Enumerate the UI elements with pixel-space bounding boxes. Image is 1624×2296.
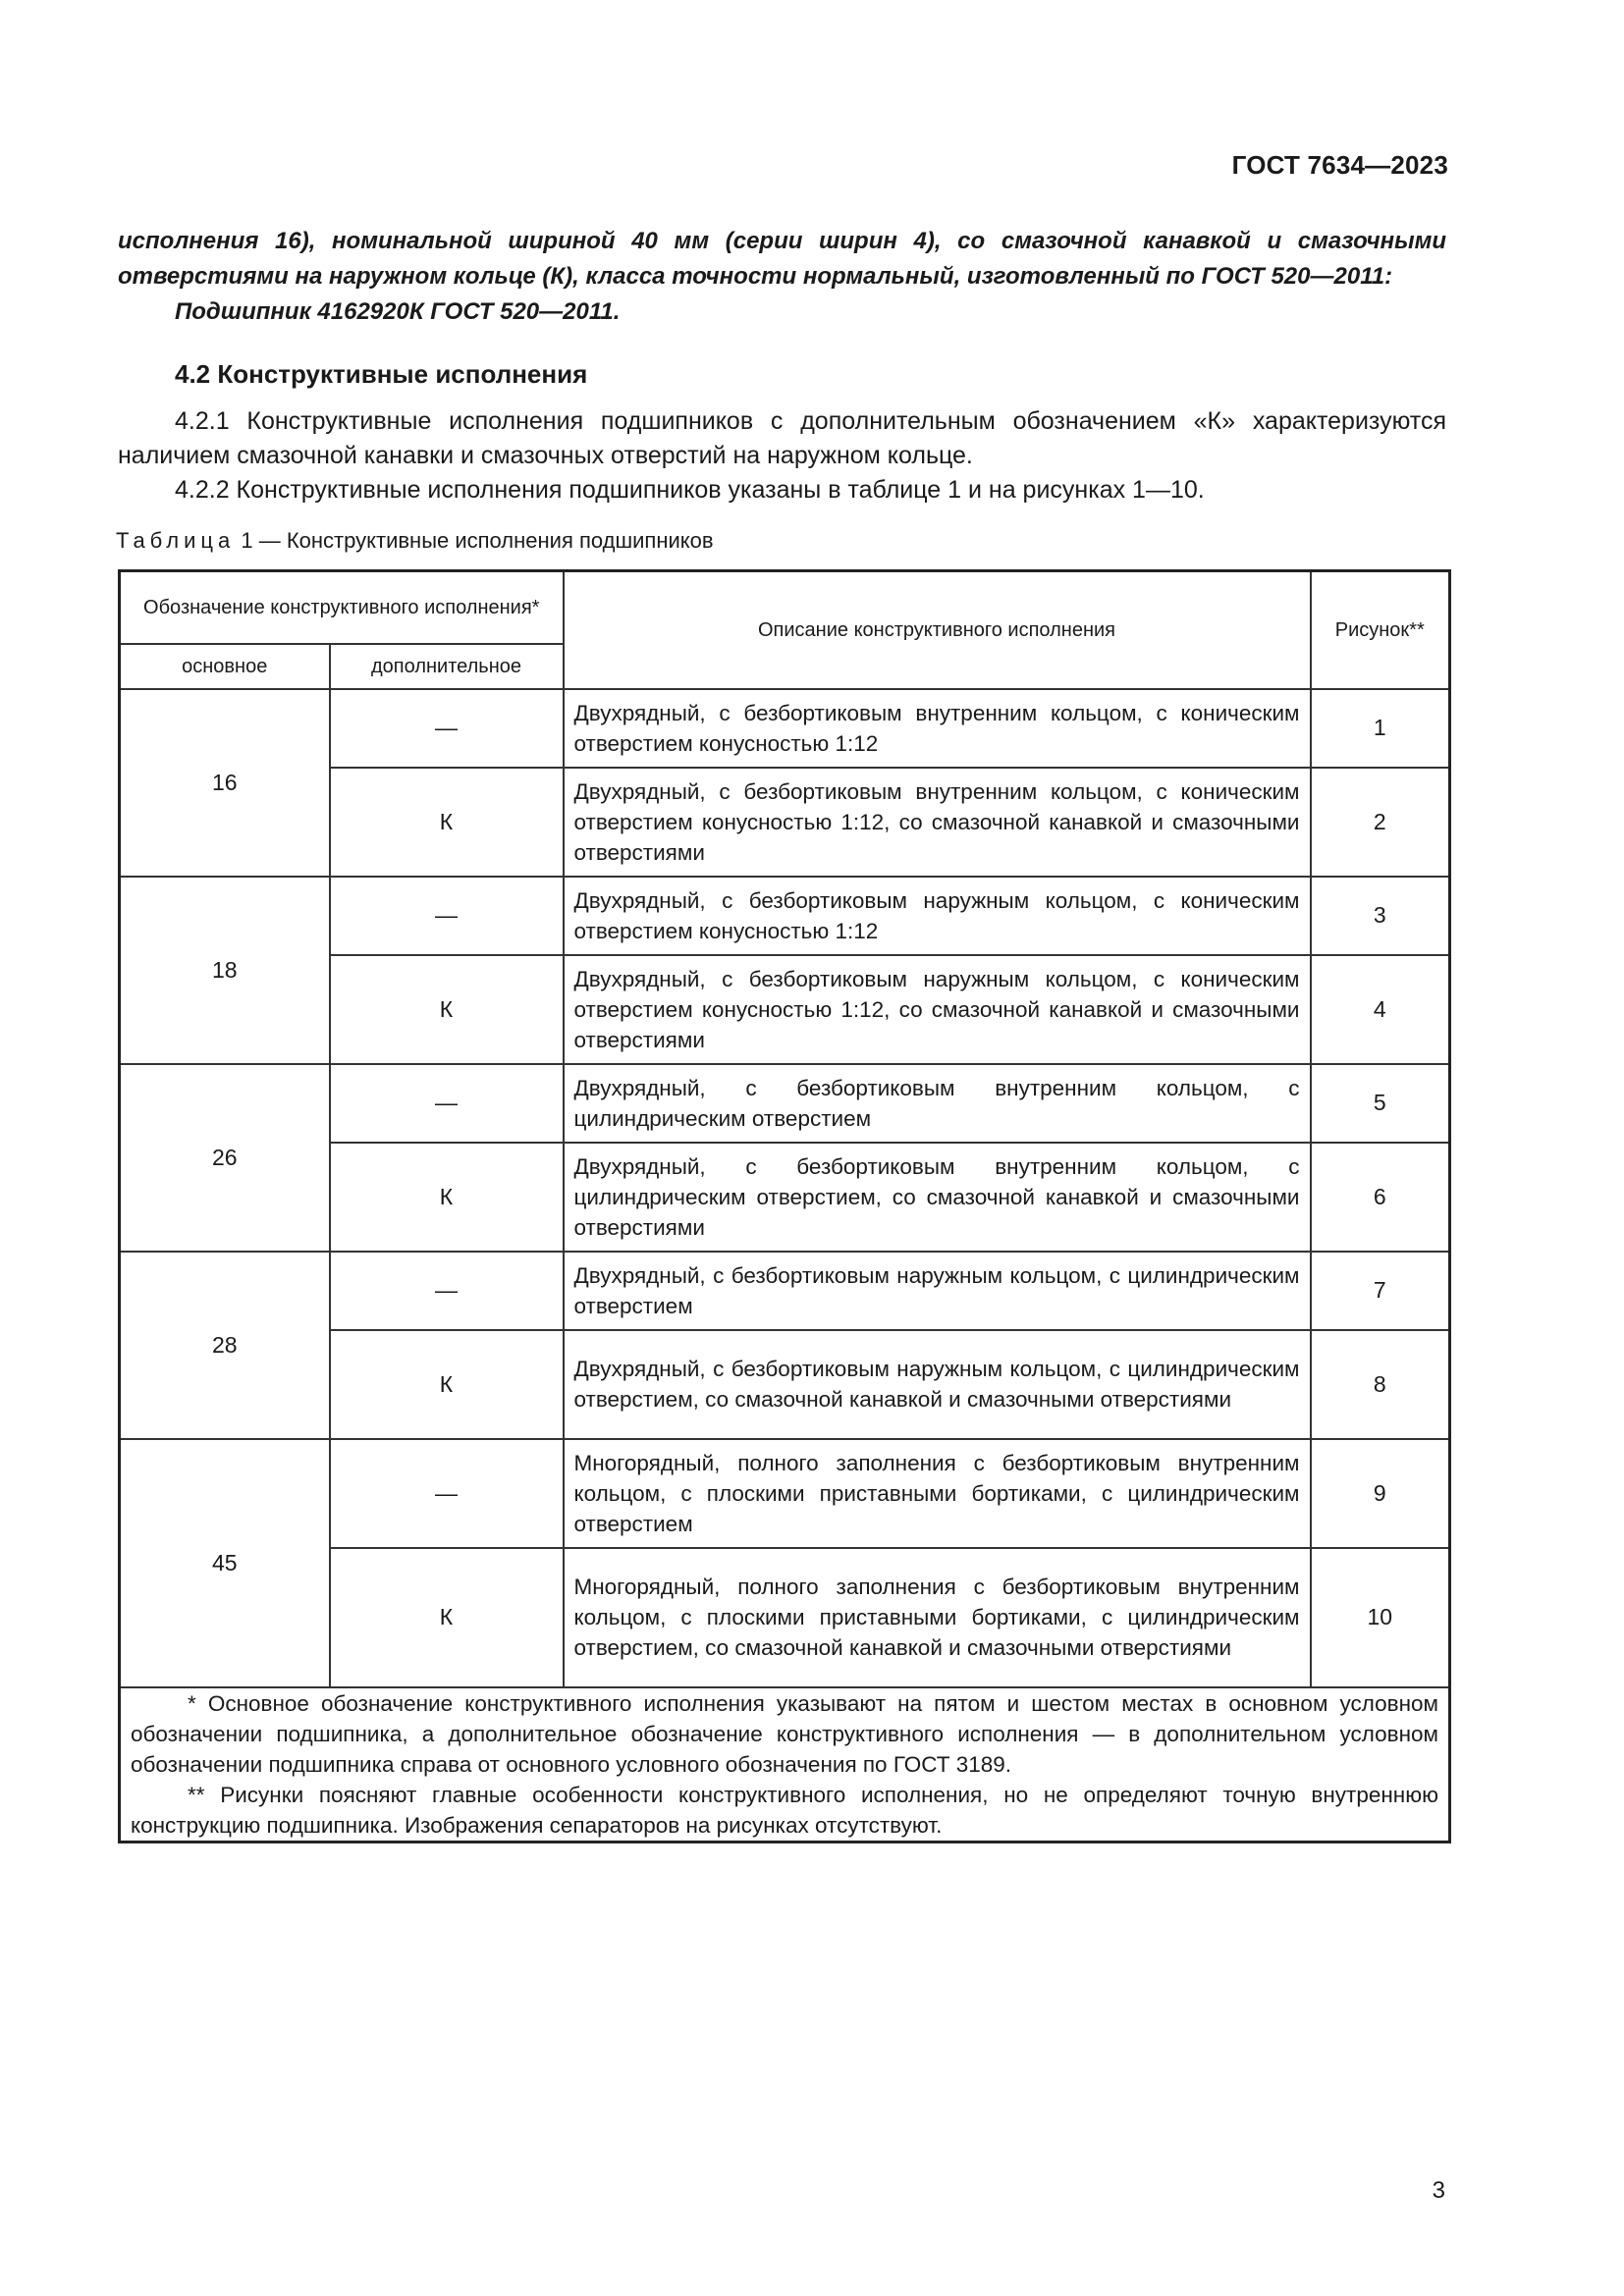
figure-cell: 4 xyxy=(1311,955,1450,1064)
figure-cell: 7 xyxy=(1311,1252,1450,1330)
table-caption-word: Таблица xyxy=(116,528,236,553)
table-row xyxy=(120,1252,1450,1330)
description-cell: Двухрядный, с безбортиковым наружным кольцом, с коническим отверстием конусностью 1:12, со смазочной канавкой и смазочными отверстиями xyxy=(564,955,1311,1064)
table-notes xyxy=(120,1687,1450,1842)
basic-code-cell: 26 xyxy=(120,1064,330,1252)
additional-code-cell: К xyxy=(330,1330,564,1439)
description-cell: Двухрядный, с безбортиковым наружным кольцом, с цилиндрическим отверстием xyxy=(564,1252,1311,1330)
additional-code-cell: — xyxy=(330,877,564,955)
designs-table xyxy=(118,569,1451,1843)
figure-cell: 6 xyxy=(1311,1143,1450,1252)
header-description: Описание конструктивного исполнения xyxy=(564,571,1311,689)
basic-code-cell: 45 xyxy=(120,1439,330,1687)
note-2: ** Рисунки поясняют главные особенности конструктивного исполнения, но не определяют точную внутреннюю конструкцию подшипника. Изображения сепараторов на рисунках отсутствуют. xyxy=(131,1782,1438,1838)
additional-code-cell: — xyxy=(330,1439,564,1548)
description-cell: Многорядный, полного заполнения с безбортиковым внутренним кольцом, с плоскими приставными бортиками, с цилиндрическим отверстием xyxy=(564,1439,1311,1548)
intro-text: исполнения 16), номинальной шириной 40 мм (серии ширин 4), со смазочной канавкой и смазочными отверстиями на наружном кольце (К), класса точности нормальный, изготовленный по ГОСТ 520—2011: xyxy=(118,228,1446,290)
description-cell: Двухрядный, с безбортиковым наружным кольцом, с коническим отверстием конусностью 1:12 xyxy=(564,877,1311,955)
paragraph-4-2-1: 4.2.1 Конструктивные исполнения подшипников с дополнительным обозначением «К» характеризуются наличием смазочной канавки и смазочных отверстий на наружном кольце. xyxy=(118,407,1446,469)
section-body xyxy=(118,404,1446,507)
table-caption xyxy=(116,528,714,554)
additional-code-cell: К xyxy=(330,1143,564,1252)
table-row xyxy=(120,877,1450,955)
basic-code-cell: 28 xyxy=(120,1252,330,1439)
figure-cell: 10 xyxy=(1311,1548,1450,1687)
section-title: 4.2 Конструктивные исполнения xyxy=(175,359,588,389)
figure-cell: 1 xyxy=(1311,689,1450,768)
description-cell: Двухрядный, с безбортиковым наружным кольцом, с цилиндрическим отверстием, со смазочной канавкой и смазочными отверстиями xyxy=(564,1330,1311,1439)
additional-code-cell: К xyxy=(330,1548,564,1687)
basic-code-cell: 16 xyxy=(120,689,330,877)
note-1: * Основное обозначение конструктивного исполнения указывают на пятом и шестом местах в основном условном обозначении подшипника, а дополнительное обозначение конструктивного исполнения — в дополнительном условном обозначении подшипника справа от основного условного обозначения по ГОСТ 3189. xyxy=(131,1690,1438,1777)
description-cell: Двухрядный, с безбортиковым внутренним кольцом, с цилиндрическим отверстием, со смазочной канавкой и смазочными отверстиями xyxy=(564,1143,1311,1252)
figure-cell: 3 xyxy=(1311,877,1450,955)
description-cell: Многорядный, полного заполнения с безбортиковым внутренним кольцом, с плоскими приставными бортиками, с цилиндрическим отверстием, со смазочной канавкой и смазочными отверстиями xyxy=(564,1548,1311,1687)
header-designation: Обозначение конструктивного исполнения* xyxy=(120,571,564,644)
header-basic: основное xyxy=(120,644,330,689)
table-row xyxy=(120,1439,1450,1548)
description-cell: Двухрядный, с безбортиковым внутренним кольцом, с коническим отверстием конусностью 1:12, со смазочной канавкой и смазочными отверстиями xyxy=(564,768,1311,877)
header-figure: Рисунок** xyxy=(1311,571,1450,689)
table-row xyxy=(120,689,1450,768)
basic-code-cell: 18 xyxy=(120,877,330,1064)
additional-code-cell: К xyxy=(330,768,564,877)
additional-code-cell: — xyxy=(330,1064,564,1143)
table-notes-row xyxy=(120,1687,1450,1842)
paragraph-4-2-2: 4.2.2 Конструктивные исполнения подшипников указаны в таблице 1 и на рисунках 1—10. xyxy=(175,476,1205,504)
additional-code-cell: — xyxy=(330,1252,564,1330)
figure-cell: 5 xyxy=(1311,1064,1450,1143)
additional-code-cell: — xyxy=(330,689,564,768)
table-row xyxy=(120,1064,1450,1143)
designation-example: Подшипник 4162920К ГОСТ 520—2011. xyxy=(175,298,621,325)
figure-cell: 8 xyxy=(1311,1330,1450,1439)
additional-code-cell: К xyxy=(330,955,564,1064)
table-caption-text: 1 — Конструктивные исполнения подшипников xyxy=(241,528,714,553)
page-number: 3 xyxy=(1432,2177,1445,2204)
document-id: ГОСТ 7634—2023 xyxy=(1231,150,1448,180)
figure-cell: 2 xyxy=(1311,768,1450,877)
header-additional: дополнительное xyxy=(330,644,564,689)
description-cell: Двухрядный, с безбортиковым внутренним кольцом, с коническим отверстием конусностью 1:12 xyxy=(564,689,1311,768)
description-cell: Двухрядный, с безбортиковым внутренним кольцом, с цилиндрическим отверстием xyxy=(564,1064,1311,1143)
intro-paragraph xyxy=(118,224,1446,330)
figure-cell: 9 xyxy=(1311,1439,1450,1548)
